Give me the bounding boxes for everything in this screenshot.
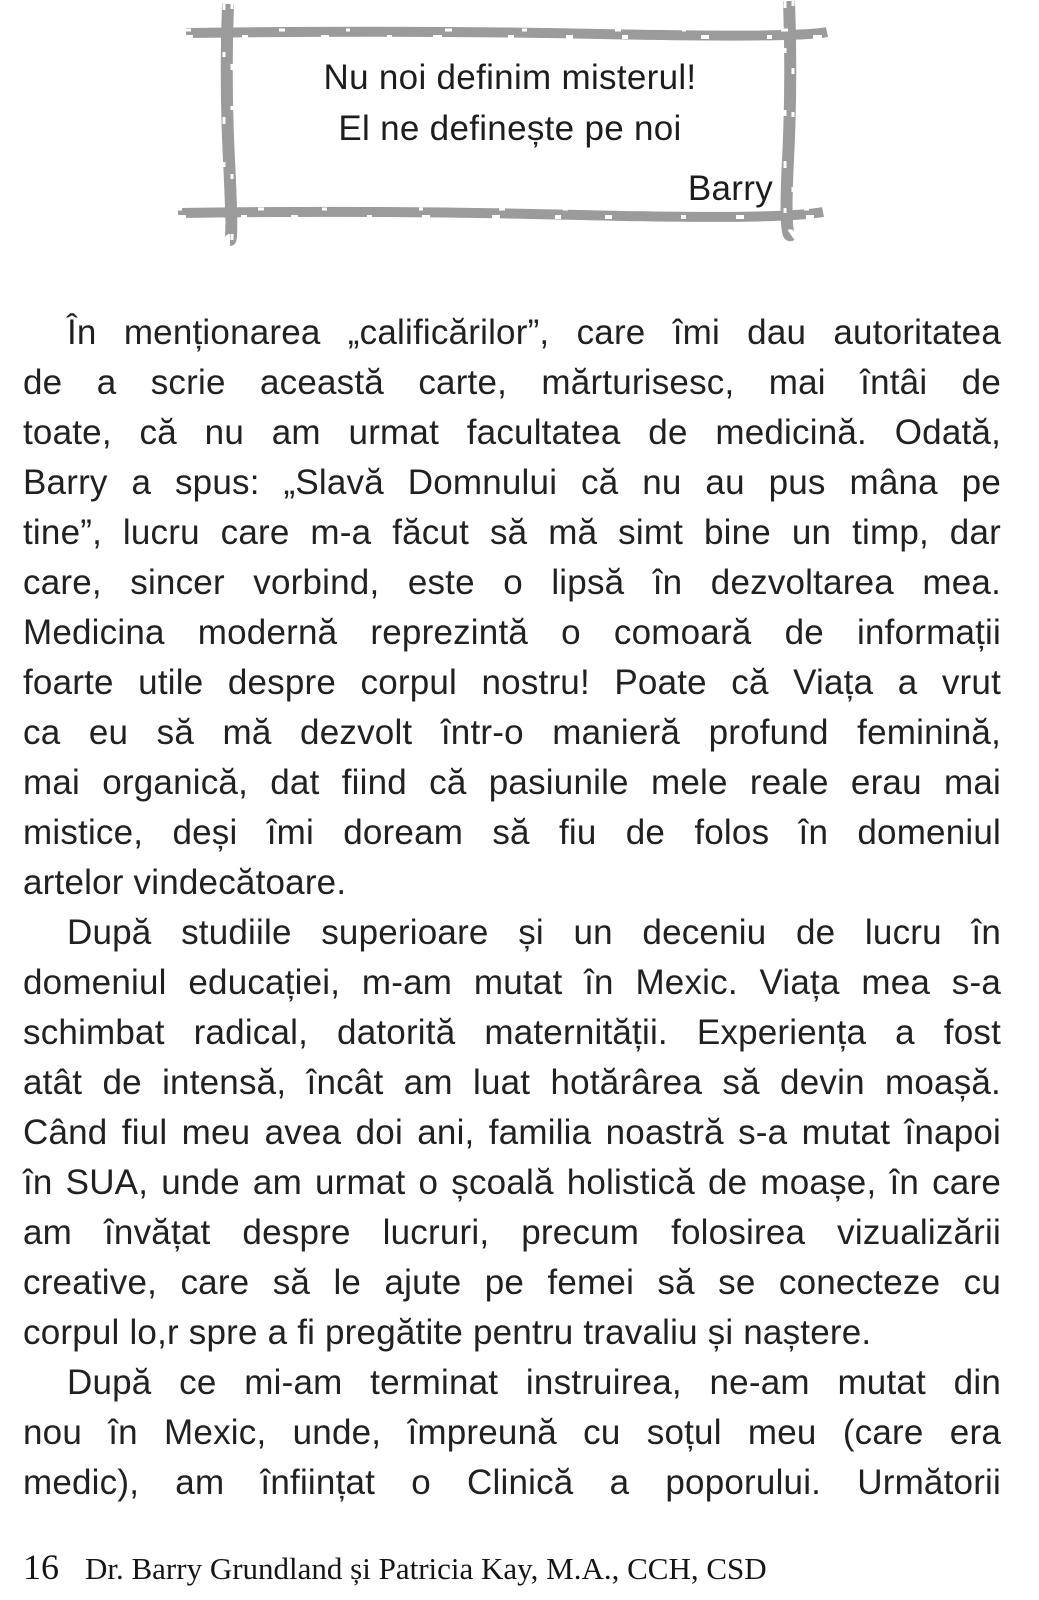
body-line: de a scrie această carte, mărturisesc, mai întâi de: [23, 363, 1001, 402]
body-line: mistice, deși îmi doream să fiu de folos în domeniul: [23, 813, 1001, 852]
body-line: În menționarea „calificărilor”, care îmi dau autoritatea: [67, 313, 1001, 352]
body-line: creative, care să le ajute pe femei să se conecteze cu: [23, 1263, 1001, 1302]
quote-line-1: Nu noi definim misterul!: [323, 58, 697, 97]
body-line: toate, că nu am urmat facultatea de medicină. Odată,: [23, 413, 1001, 452]
body-line: atât de intensă, încât am luat hotărârea să devin moașă.: [23, 1063, 1001, 1102]
page-number: 16: [23, 1547, 59, 1587]
body-line: tine”, lucru care m-a făcut să mă simt bine un timp, dar: [23, 513, 1001, 552]
body-line: domeniul educației, m-am mutat în Mexic. Viața mea s-a: [23, 963, 1001, 1002]
body-line: am învățat despre lucruri, precum folosirea vizualizării: [23, 1213, 1001, 1252]
body-line: care, sincer vorbind, este o lipsă în dezvoltarea mea.: [23, 563, 1001, 602]
paragraph: [23, 308, 1001, 908]
body-line: foarte utile despre corpul nostru! Poate că Viața a vrut: [23, 663, 1001, 702]
body-line: mai organică, dat fiind că pasiunile mele reale erau mai: [23, 763, 1001, 802]
quote-line-2: El ne definește pe noi: [338, 109, 682, 148]
quote-attribution: Barry: [687, 169, 773, 208]
body-line: schimbat radical, datorită maternității. Experiența a fost: [23, 1013, 1001, 1052]
body-line: artelor vindecătoare.: [23, 863, 347, 902]
paragraph: [23, 1358, 1001, 1508]
running-title: Dr. Barry Grundland și Patricia Kay, M.A., CCH, CSD: [85, 1551, 767, 1586]
body-line: în SUA, unde am urmat o școală holistică de moașe, în care: [23, 1163, 1001, 1202]
body-line: După ce mi-am terminat instruirea, ne-am mutat din: [67, 1363, 1001, 1402]
quote-box: [236, 55, 784, 212]
body-line: medic), am înființat o Clinică a poporului. Următorii: [23, 1463, 1001, 1502]
body-line: nou în Mexic, unde, împreună cu soțul meu (care era: [23, 1413, 1001, 1452]
page-footer: [23, 1547, 1001, 1595]
body-line: Barry a spus: „Slavă Domnului că nu au pus mâna pe: [23, 463, 1001, 502]
body-line: ca eu să mă dezvolt într-o manieră profund feminină,: [23, 713, 1001, 752]
body-line: Când fiul meu avea doi ani, familia noastră s-a mutat înapoi: [23, 1113, 1001, 1152]
body-line: După studiile superioare și un deceniu de lucru în: [67, 913, 1001, 952]
body-line: Medicina modernă reprezintă o comoară de informații: [23, 613, 1001, 652]
paragraph: [23, 908, 1001, 1358]
body-line: corpul lo,r spre a fi pregătite pentru travaliu și naștere.: [23, 1313, 872, 1352]
body-text: [23, 308, 1001, 1508]
